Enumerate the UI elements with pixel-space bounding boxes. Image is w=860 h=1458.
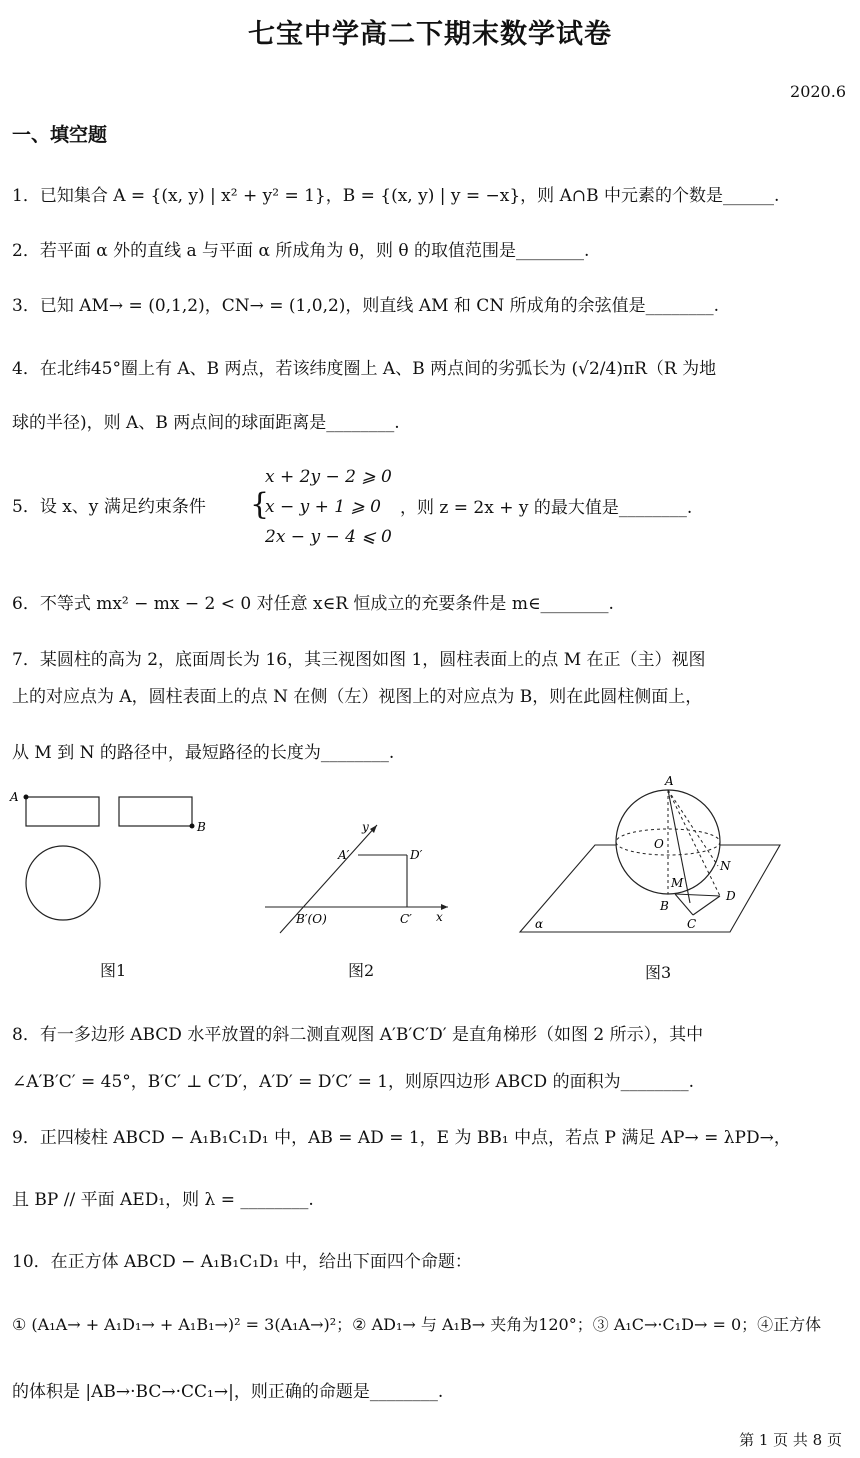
question-6: 6．不等式 mx² − mx − 2 < 0 对任意 x∈R 恒成立的充要条件是 m∈________. [12,594,614,614]
question-7-cont2: 从 M 到 N 的路径中，最短路径的长度为________. [12,743,395,763]
label-d-prime: D′ [410,848,423,862]
label-a-prime: A′ [338,848,350,862]
label-m: M [671,876,684,890]
figure-3 [515,770,785,940]
sphere [616,790,720,894]
front-view-rect [26,797,99,826]
question-4-cont: 球的半径)，则 A、B 两点间的球面距离是________. [12,413,400,433]
figure-1 [8,785,218,935]
constraint-2: x − y + 1 ⩾ 0 [265,497,381,517]
figure-1-label: 图1 [100,961,127,980]
question-7-cont: 上的对应点为 A，圆柱表面上的点 N 在侧（左）视图上的对应点为 B，则在此圆柱侧面上， [12,687,703,707]
page-footer: 第 1 页 共 8 页 [739,1431,842,1449]
question-1: 1．已知集合 A = {(x, y) | x² + y² = 1}，B = {(x, y) | y = −x}，则 A∩B 中元素的个数是______. [12,186,780,206]
label-y: y [362,820,369,834]
question-10: 10．在正方体 ABCD − A₁B₁C₁D₁ 中，给出下面四个命题： [12,1252,472,1272]
exam-date: 2020.6 [790,82,846,101]
constraint-1: x + 2y − 2 ⩾ 0 [265,467,392,487]
label-c-prime: C′ [400,912,412,926]
label-alpha: α [535,917,544,931]
question-9-cont: 且 BP // 平面 AED₁，则 λ = ________. [12,1190,314,1210]
question-5: 5．设 x、y 满足约束条件 [12,497,206,517]
question-10-cont2: 的体积是 |AB→·BC→·CC₁→|，则正确的命题是________. [12,1382,444,1402]
point-b-dot [190,824,195,829]
top-view-circle [26,846,100,920]
label-o: O [654,837,664,851]
question-5-tail: ，则 z = 2x + y 的最大值是________. [400,498,693,518]
label-a: A [10,790,19,804]
label-d: D [726,889,736,903]
edge-bc [675,894,693,915]
question-8: 8．有一多边形 ABCD 水平放置的斜二测直观图 A′B′C′D′ 是直角梯形（如图 2 所示），其中 [12,1025,704,1045]
label-b-prime: B′(O) [296,912,327,926]
figure-3-label: 图3 [645,963,672,982]
edge-cd [693,896,720,915]
question-4: 4．在北纬45°圈上有 A、B 两点，若该纬度圈上 A、B 两点间的劣弧长为 (√2/4)πR（R 为地 [12,359,717,379]
label-n: N [720,859,731,873]
label-b: B [197,820,206,834]
figure-2 [260,815,460,935]
label-b: B [660,899,669,913]
question-7: 7．某圆柱的高为 2，底面周长为 16，其三视图如图 1，圆柱表面上的点 M 在正（主）视图 [12,650,706,670]
question-2: 2．若平面 α 外的直线 a 与平面 α 所成角为 θ，则 θ 的取值范围是________. [12,241,590,261]
edge-bd [675,894,720,896]
label-x: x [436,910,443,924]
question-3: 3．已知 AM→ = (0,1,2)，CN→ = (1,0,2)，则直线 AM 和 CN 所成角的余弦值是________. [12,296,720,316]
label-c: C [687,917,697,931]
label-a: A [665,774,674,788]
brace-icon: { [250,487,270,522]
point-a-dot [24,795,29,800]
question-8-cont: ∠A′B′C′ = 45°，B′C′ ⊥ C′D′，A′D′ = D′C′ = 1，则原四边形 ABCD 的面积为________. [12,1072,694,1092]
section-heading: 一、填空题 [12,124,108,146]
side-view-rect [119,797,192,826]
y-axis [280,825,377,933]
figure-2-label: 图2 [348,961,375,980]
page-title: 七宝中学高二下期末数学试卷 [248,19,612,50]
question-10-cont: ① (A₁A→ + A₁D₁→ + A₁B₁→)² = 3(A₁A→)²；② AD₁→ 与 A₁B→ 夹角为120°；③ A₁C→·C₁D→ = 0；④正方体 [12,1315,822,1334]
question-9: 9．正四棱柱 ABCD − A₁B₁C₁D₁ 中，AB = AD = 1，E 为 BB₁ 中点，若点 P 满足 AP→ = λPD→， [12,1128,791,1148]
constraint-system [265,462,392,552]
constraint-3: 2x − y − 4 ⩽ 0 [265,527,392,547]
